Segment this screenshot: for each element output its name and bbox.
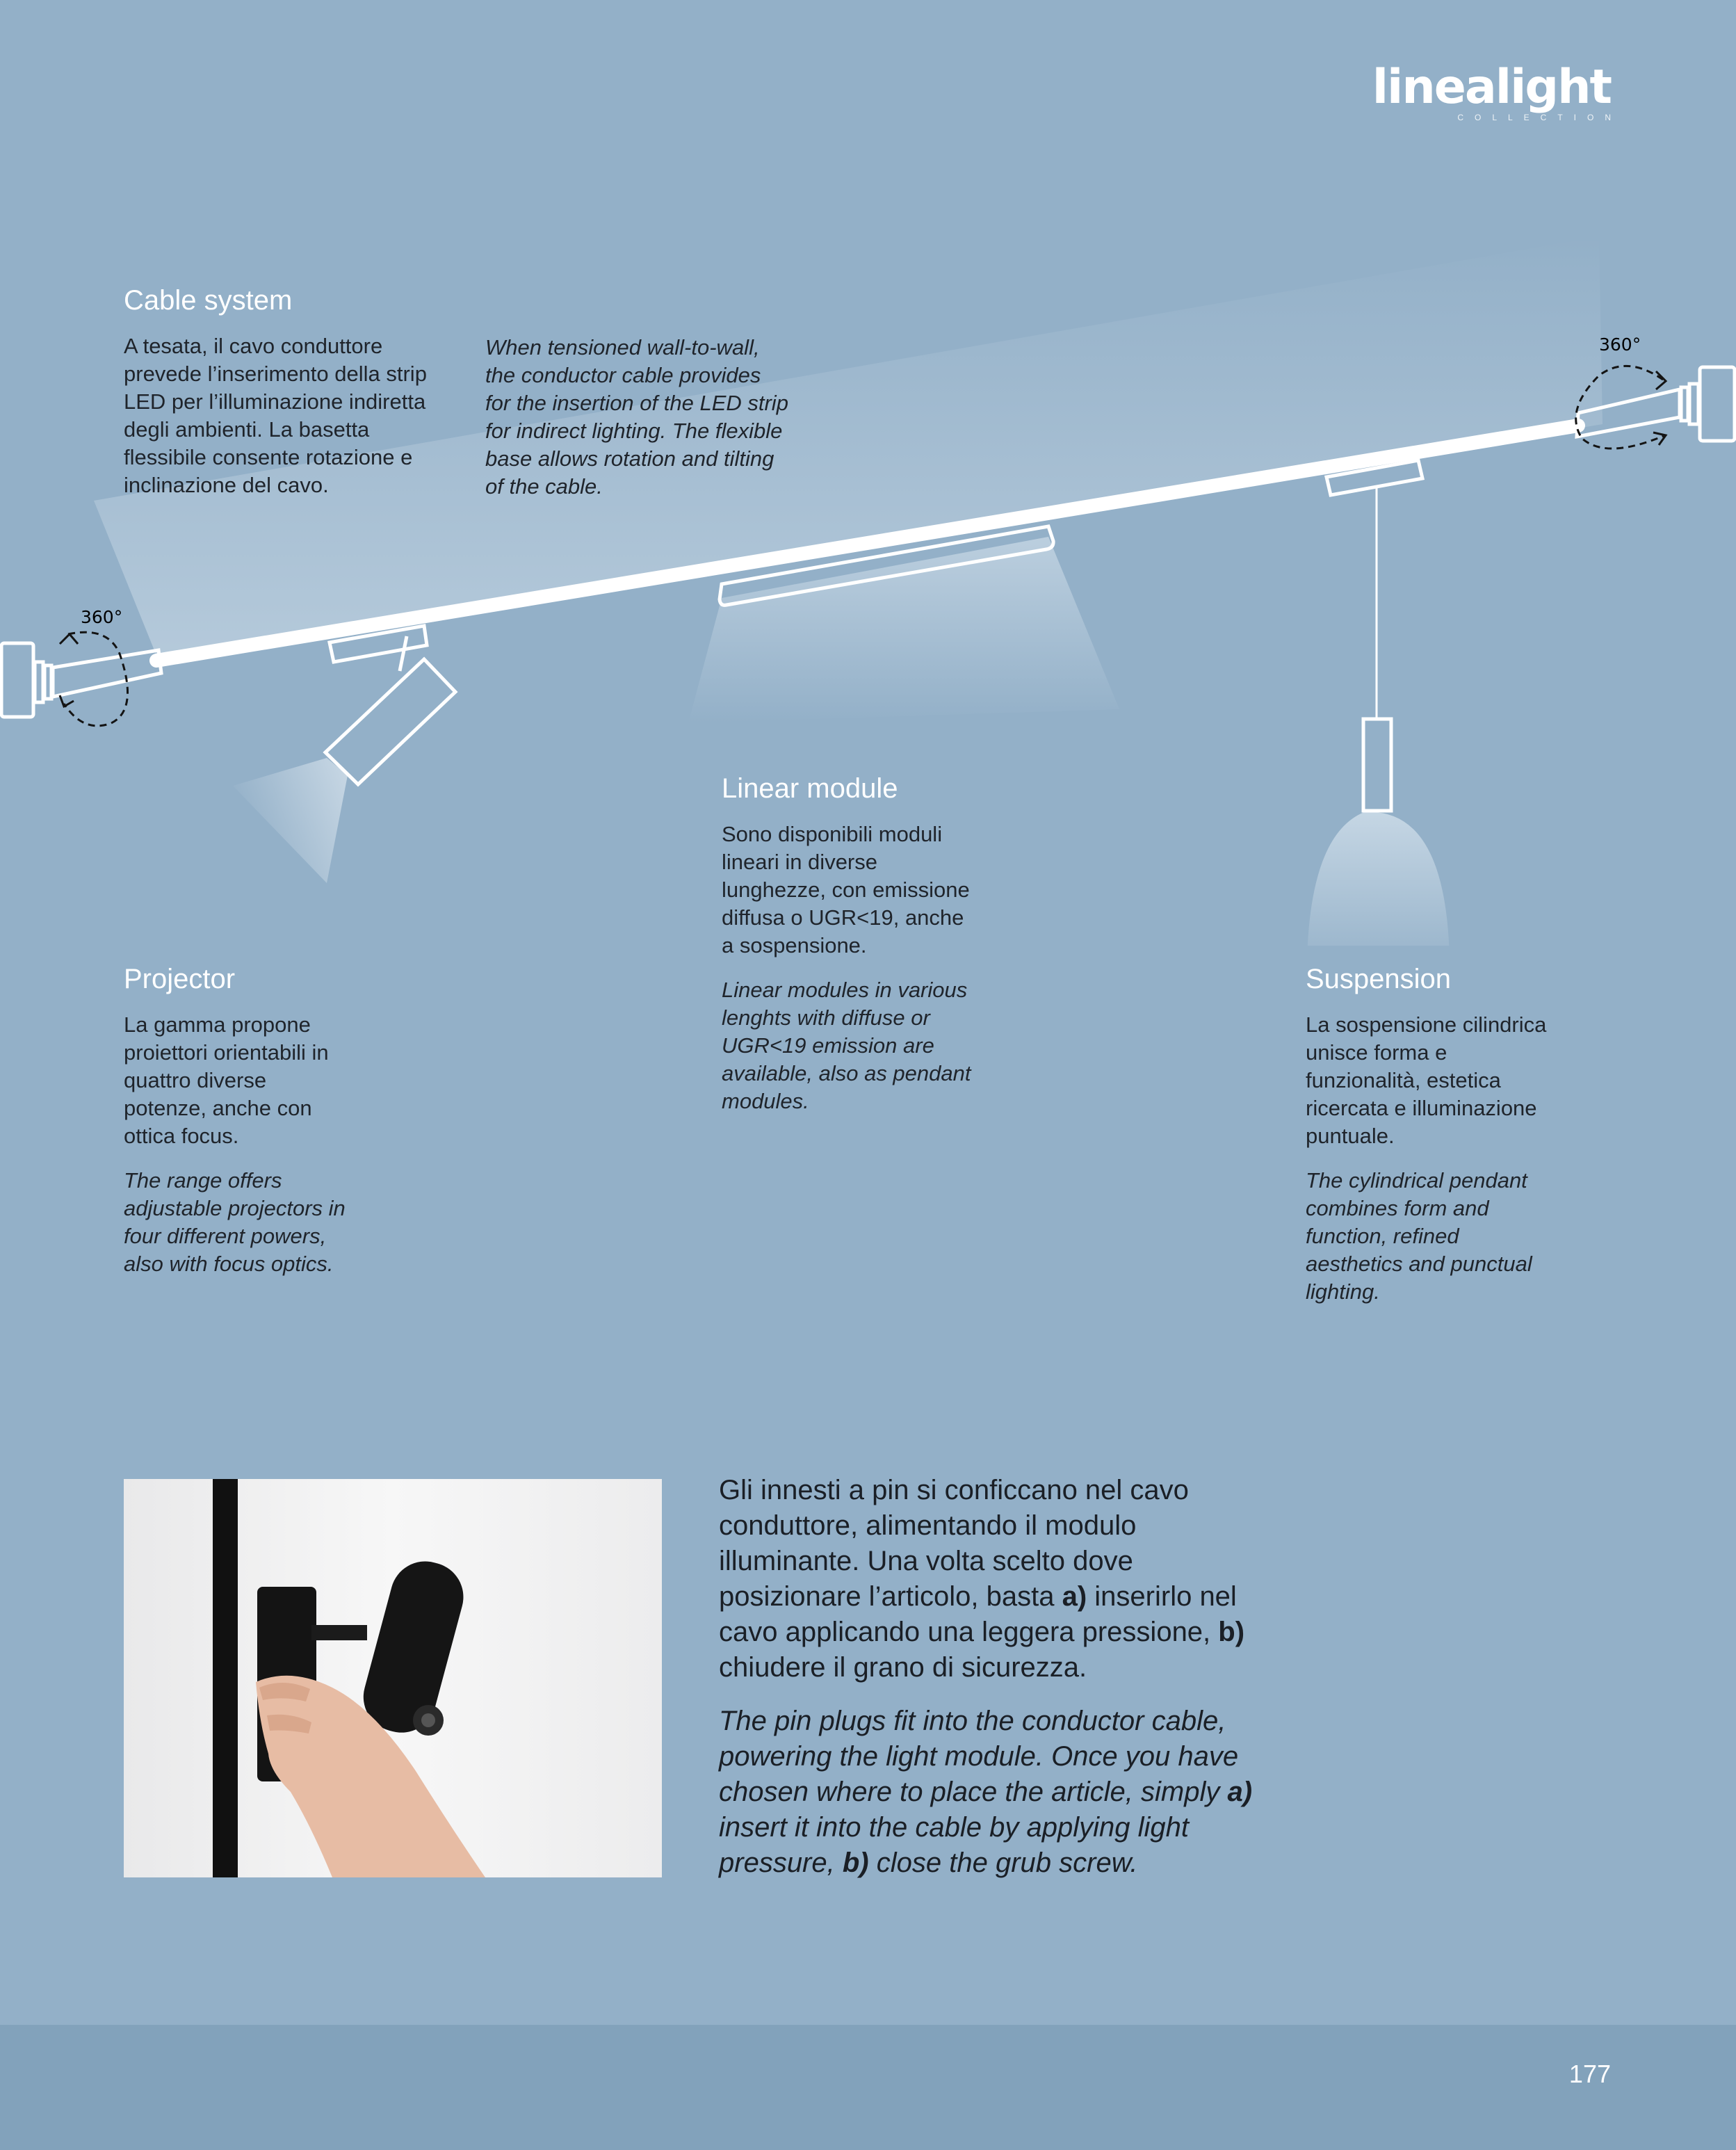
page-footer [0, 2025, 1736, 2150]
left-rotation-label: 360° [81, 607, 123, 627]
suspension-section [1306, 962, 1556, 1323]
projector-fixture [325, 626, 455, 784]
projector-text-en: The range offers adjustable projectors in four different powers, also with focus optics. [124, 1168, 346, 1276]
installation-text [719, 1473, 1275, 1899]
linear-module-text-it: Sono disponibili moduli lineari in diverse lunghezze, con emissione diffusa o UGR<19, anche a sospensione. [722, 822, 970, 957]
brand-logo-wordmark: linealight [1372, 60, 1611, 115]
left-rotation-arrow [60, 632, 128, 726]
linear-module-title: Linear module [722, 773, 898, 804]
cable-system-title: Cable system [124, 285, 293, 316]
cable-system-text-it: A tesata, il cavo conduttore prevede l’inserimento della strip LED per l’illuminazione indiretta degli ambienti. La basetta flessibile consente rotazione e inclinazione del cavo. [124, 334, 427, 497]
left-wall-mount [1, 643, 161, 717]
suspension-light-cone [1307, 812, 1450, 946]
installation-text-en [719, 1704, 1275, 1881]
brand-logo [1372, 60, 1622, 122]
installation-en-part-1: The pin plugs fit into the conductor cable, powering the light module. Once you have chosen where to place the article, simply [719, 1706, 1239, 1807]
installation-it-step-b: b) [1218, 1617, 1245, 1647]
right-rotation-label: 360° [1599, 334, 1641, 355]
linear-module-text-en: Linear modules in various lenghts with diffuse or UGR<19 emission are available, also as pendant modules. [722, 978, 971, 1113]
installation-en-part-3: close the grub screw. [868, 1848, 1138, 1878]
installation-it-part-3: chiudere il grano di sicurezza. [719, 1652, 1087, 1683]
installation-en-part-2: insert it into the cable by applying light pressure, [719, 1812, 1189, 1878]
suspension-text-en: The cylindrical pendant combines form and function, refined aesthetics and punctual lighting. [1306, 1168, 1532, 1304]
installation-en-step-a: a) [1227, 1777, 1253, 1807]
installation-en-step-b: b) [842, 1848, 869, 1878]
projector-title: Projector [124, 964, 236, 994]
installation-photo [124, 1479, 662, 1877]
installation-it-step-a: a) [1062, 1581, 1087, 1612]
installation-it-part-2: inserirlo nel cavo applicando una leggera pressione, [719, 1581, 1237, 1647]
suspension-title: Suspension [1306, 964, 1452, 994]
installation-text-it [719, 1473, 1275, 1686]
projector-section [124, 962, 353, 1295]
suspension-text-it: La sospensione cilindrica unisce forma e funzionalità, estetica ricercata e illuminazione puntuale. [1306, 1012, 1547, 1148]
projector-text-it: La gamma propone proiettori orientabili in quattro diverse potenze, anche con ottica focus. [124, 1012, 329, 1148]
projector-light-beam [233, 758, 348, 883]
suspension-fixture [1327, 460, 1422, 811]
cable-system-section [124, 284, 457, 516]
brand-logo-subtitle: COLLECTION [1457, 113, 1622, 122]
cable-system-text-en: When tensioned wall-to-wall, the conductor cable provides for the insertion of the LED strip for indirect lighting. The flexible base allows rotation and tilting of the cable. [485, 335, 788, 499]
installation-it-part-1: Gli innesti a pin si conficcano nel cavo conduttore, alimentando il modulo illuminante. Una volta scelto dove posizionare l’articolo, basta [719, 1475, 1189, 1612]
linear-module-section [722, 772, 972, 1132]
page-number: 177 [1568, 2060, 1611, 2088]
cable-system-section-en [485, 334, 791, 517]
